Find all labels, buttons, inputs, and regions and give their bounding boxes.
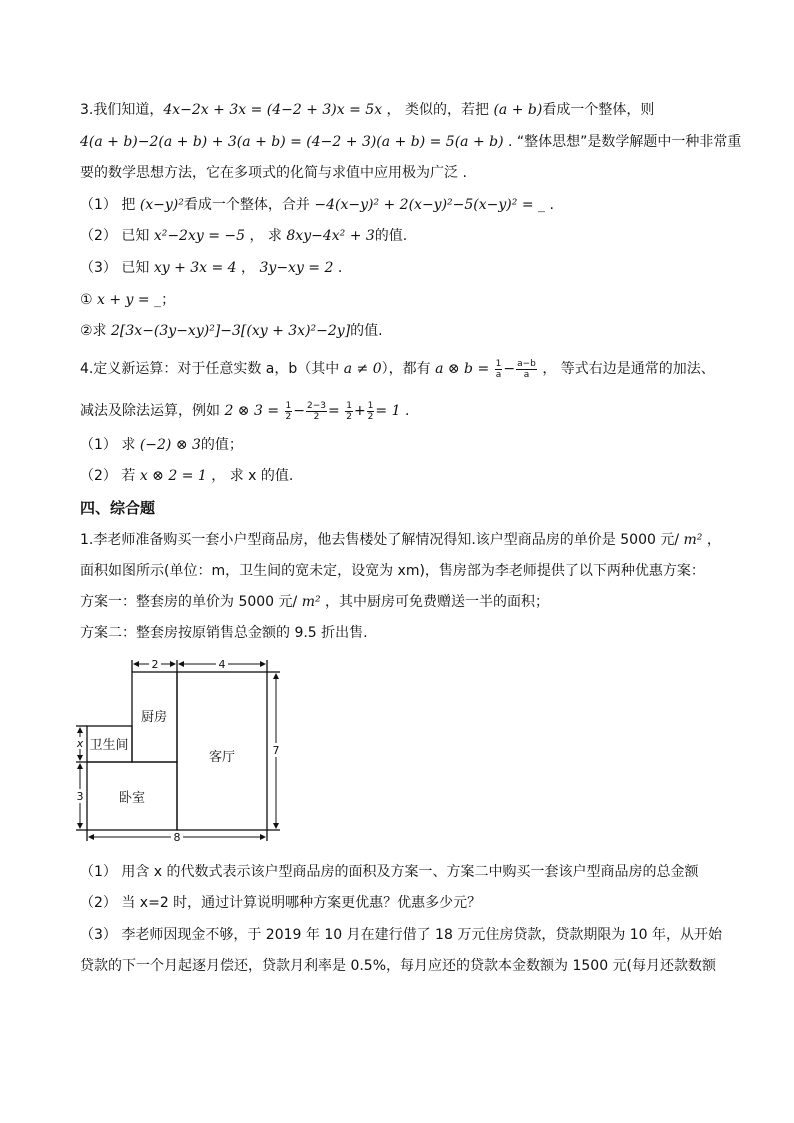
fraction: $\frac{2-3}{2}$ <box>307 400 327 422</box>
fraction: $\frac{1}{2}$ <box>367 400 374 422</box>
q4-line-1: 4.定义新运算：对于任意实数 a，b（其中 a ≠ 0），都有 a ⊗ b = $\frac{1}{a}$ − $\frac{a-b}{a}$ ， 等式右边是通常的加法、 <box>80 358 715 380</box>
q3-part-2: （2） 已知 x²−2xy = −5 ， 求 8xy−4x² + 3的值. <box>80 228 408 244</box>
q3-part-1: （1） 把 (x−y)²看成一个整体，合并 −4(x−y)² + 2(x−y)²−5(x−y)² = _ . <box>80 197 554 213</box>
kitchen-label: 厨房 <box>140 710 168 725</box>
q3-line-1: 3.我们知道，4x−2x + 3x = (4−2 + 3)x = 5x ， 类似的，若把 (a + b)看成一个整体，则 <box>80 102 655 118</box>
q3-part-3: （3） 已知 xy + 3x = 4 ， 3y−xy = 2 . <box>80 260 343 276</box>
q3-line-2: 4(a + b)−2(a + b) + 3(a + b) = (4−2 + 3)(a + b) = 5(a + b) . “整体思想”是数学解题中一种非常重 <box>80 134 742 150</box>
floor-plan-figure <box>72 655 302 850</box>
dim-label-7: 7 <box>272 744 280 757</box>
q3-sub-2: ②求 2[3x−(3y−xy)²]−3[(xy + 3x)²−2y]的值. <box>80 323 383 339</box>
q4-line-2: 减法及除法运算，例如 2 ⊗ 3 = $\frac{1}{2}$ − $\frac{2-3}{2}$ = $\frac{1}{2}$ + $\frac{1}{2}$ = 1 . <box>80 400 410 422</box>
bedroom-label: 卧室 <box>118 791 146 806</box>
fraction: $\frac{a-b}{a}$ <box>517 358 536 380</box>
dim-label-4: 4 <box>218 658 226 671</box>
q1-part-1: （1） 用含 x 的代数式表示该户型商品房的面积及方案一、方案二中购买一套该户型商品房的总金额 <box>80 864 699 880</box>
q1-part-2: （2） 当 x=2 时，通过计算说明哪种方案更优惠？优惠多少元？ <box>80 895 482 911</box>
q1-line-3: 方案一：整套房的单价为 5000 元/ m² ，其中厨房可免费赠送一半的面积； <box>80 594 550 610</box>
q3-line-3: 要的数学思想方法，它在多项式的化简与求值中应用极为广泛 . <box>80 165 467 181</box>
bathroom-label: 卫生间 <box>89 738 129 753</box>
living-room-label: 客厅 <box>208 750 236 765</box>
dim-label-8: 8 <box>173 831 181 844</box>
dim-label-2: 2 <box>151 658 159 671</box>
q1-line-2: 面积如图所示(单位：m，卫生间的宽未定，设宽为 xm)，售房部为李老师提供了以下两种优惠方案： <box>80 563 705 579</box>
q1-line-1: 1.李老师准备购买一套小户型商品房，他去售楼处了解情况得知.该户型商品房的单价是 5000 元/ m² ， <box>80 532 721 548</box>
fraction: $\frac{1}{a}$ <box>495 358 502 380</box>
q1-part-3-line-1: （3） 李老师因现金不够，于 2019 年 10 月在建行借了 18 万元住房贷款，贷款期限为 10 年，从开始 <box>80 927 723 943</box>
q4-part-2: （2） 若 x ⊗ 2 = 1 ， 求 x 的值. <box>80 468 294 484</box>
q1-part-3-line-2: 贷款的下一个月起逐月偿还，贷款月利率是 0.5%，每月应还的贷款本金数额为 1500 元(每月还款数额 <box>80 958 717 974</box>
dim-label-x: x <box>76 737 84 750</box>
q1-line-4: 方案二：整套房按原销售总金额的 9.5 折出售. <box>80 625 368 641</box>
q3-sub-1: ① x + y = _； <box>80 292 176 308</box>
fraction: $\frac{1}{2}$ <box>346 400 352 422</box>
fraction: $\frac{1}{2}$ <box>285 400 292 422</box>
section-heading: 四、综合题 <box>80 499 156 517</box>
dim-label-3: 3 <box>76 790 84 803</box>
q4-part-1: （1） 求 (−2) ⊗ 3的值； <box>80 437 243 453</box>
